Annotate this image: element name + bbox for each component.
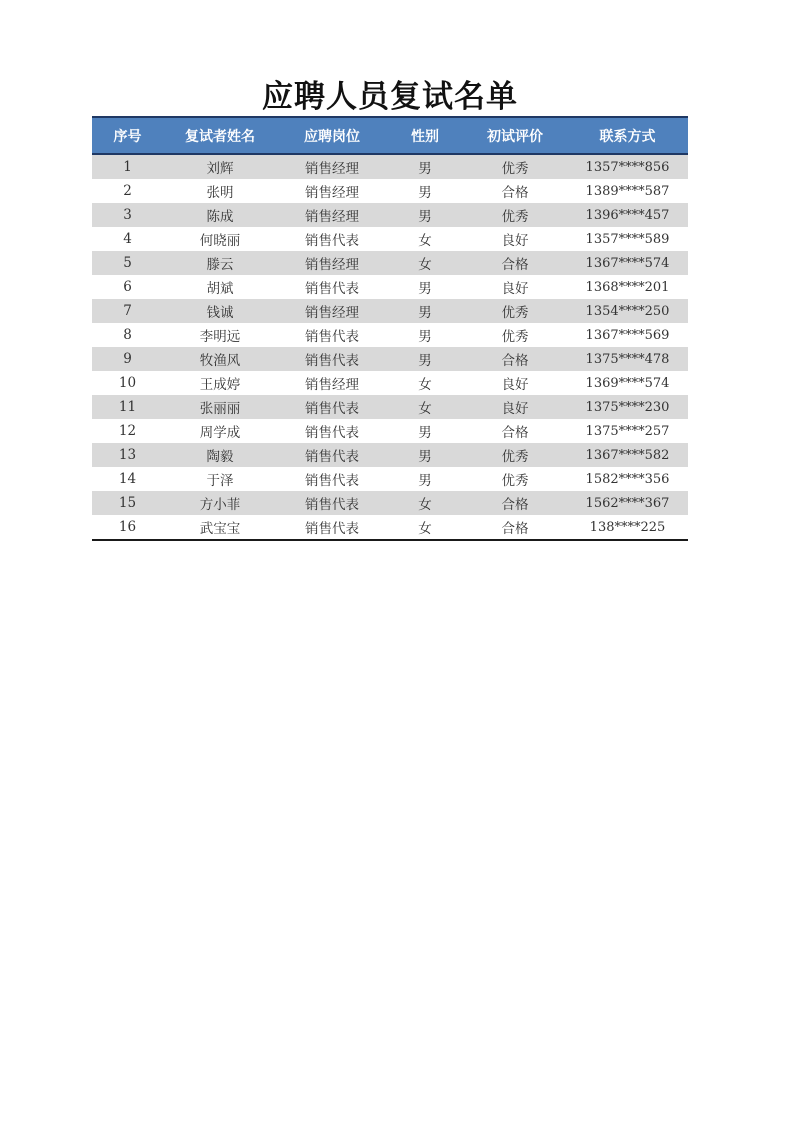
cell-name: 滕云 — [206, 257, 234, 273]
header-index: 序号 — [92, 117, 163, 154]
cell-contact: 1357****856 — [585, 159, 670, 175]
page-title: 应聘人员复试名单 — [262, 79, 518, 115]
header-evaluation: 初试评价 — [463, 117, 567, 154]
cell-contact: 1357****589 — [585, 231, 670, 247]
cell-evaluation: 优秀 — [501, 209, 529, 225]
table-row — [92, 443, 688, 467]
table-row — [92, 395, 688, 419]
cell-position: 销售代表 — [305, 497, 359, 513]
cell-name: 于泽 — [206, 473, 234, 489]
cell-gender: 女 — [418, 233, 432, 249]
cell-evaluation: 优秀 — [501, 305, 529, 321]
cell-position: 销售经理 — [305, 209, 359, 225]
cell-index: 6 — [123, 279, 132, 295]
cell-name: 张丽丽 — [199, 401, 241, 417]
cell-evaluation: 优秀 — [501, 473, 529, 489]
table-row — [92, 419, 688, 443]
table-header — [92, 117, 688, 154]
cell-index: 7 — [123, 303, 132, 319]
table-row — [92, 491, 688, 515]
table-row — [92, 467, 688, 491]
cell-name: 牧渔风 — [199, 353, 241, 369]
table-row — [92, 515, 688, 540]
cell-index: 12 — [118, 423, 137, 439]
table-row — [92, 371, 688, 395]
cell-name: 陶毅 — [206, 449, 234, 465]
cell-gender: 男 — [418, 329, 432, 345]
cell-position: 销售代表 — [305, 425, 359, 441]
cell-gender: 女 — [418, 377, 432, 393]
cell-index: 1 — [123, 159, 132, 175]
table-row — [92, 275, 688, 299]
cell-evaluation: 合格 — [463, 515, 567, 540]
table-row — [92, 251, 688, 275]
cell-name: 王成婷 — [199, 377, 241, 393]
cell-contact: 1375****478 — [585, 351, 670, 367]
cell-evaluation: 合格 — [501, 353, 529, 369]
cell-contact: 1582****356 — [585, 471, 670, 487]
header-row — [92, 117, 688, 154]
cell-evaluation: 合格 — [501, 185, 529, 201]
cell-name: 钱诚 — [206, 305, 234, 321]
cell-contact: 1368****201 — [585, 279, 670, 295]
cell-position: 销售经理 — [305, 257, 359, 273]
cell-name: 刘辉 — [206, 161, 234, 177]
cell-contact: 1375****230 — [585, 399, 670, 415]
cell-position: 销售经理 — [305, 377, 359, 393]
cell-gender: 男 — [418, 353, 432, 369]
cell-index: 2 — [123, 183, 132, 199]
cell-gender: 男 — [418, 161, 432, 177]
table-row — [92, 227, 688, 251]
cell-gender: 男 — [418, 281, 432, 297]
cell-position: 销售经理 — [305, 305, 359, 321]
table-row — [92, 347, 688, 371]
cell-position: 销售代表 — [305, 329, 359, 345]
cell-evaluation: 合格 — [501, 425, 529, 441]
cell-position: 销售经理 — [305, 185, 359, 201]
cell-contact: 1375****257 — [585, 423, 670, 439]
cell-index: 3 — [123, 207, 132, 223]
cell-position: 销售代表 — [305, 233, 359, 249]
cell-gender: 女 — [387, 515, 463, 540]
table-row — [92, 179, 688, 203]
table-body — [92, 154, 688, 540]
cell-position: 销售代表 — [305, 281, 359, 297]
sheet — [92, 78, 688, 541]
cell-contact: 1367****569 — [585, 327, 670, 343]
cell-index: 5 — [123, 255, 132, 271]
cell-name: 方小菲 — [199, 497, 241, 513]
header-position: 应聘岗位 — [277, 117, 387, 154]
cell-contact: 1367****582 — [585, 447, 670, 463]
table-row — [92, 203, 688, 227]
cell-contact: 1562****367 — [585, 495, 670, 511]
cell-gender: 女 — [418, 401, 432, 417]
cell-name: 胡斌 — [206, 281, 234, 297]
cell-evaluation: 优秀 — [501, 161, 529, 177]
cell-evaluation: 优秀 — [501, 329, 529, 345]
cell-index: 16 — [92, 515, 163, 540]
cell-name: 武宝宝 — [163, 515, 277, 540]
cell-contact: 1369****574 — [585, 375, 670, 391]
cell-evaluation: 良好 — [501, 377, 529, 393]
cell-index: 10 — [118, 375, 137, 391]
cell-index: 8 — [123, 327, 132, 343]
cell-contact: 1354****250 — [585, 303, 670, 319]
cell-position: 销售代表 — [305, 473, 359, 489]
cell-position: 销售代表 — [305, 401, 359, 417]
cell-index: 14 — [118, 471, 137, 487]
cell-gender: 男 — [418, 425, 432, 441]
table-row — [92, 299, 688, 323]
cell-evaluation: 优秀 — [501, 449, 529, 465]
cell-contact: 1396****457 — [585, 207, 670, 223]
cell-evaluation: 合格 — [501, 257, 529, 273]
cell-evaluation: 良好 — [501, 281, 529, 297]
cell-contact: 1367****574 — [585, 255, 670, 271]
table-row — [92, 323, 688, 347]
cell-index: 4 — [123, 231, 132, 247]
cell-name: 张明 — [206, 185, 234, 201]
cell-index: 15 — [118, 495, 137, 511]
header-contact: 联系方式 — [567, 117, 688, 154]
cell-gender: 女 — [418, 497, 432, 513]
cell-gender: 男 — [418, 185, 432, 201]
cell-position: 销售经理 — [305, 161, 359, 177]
cell-gender: 女 — [418, 257, 432, 273]
cell-name: 李明远 — [199, 329, 241, 345]
cell-name: 陈成 — [206, 209, 234, 225]
cell-contact: 138****225 — [567, 515, 688, 540]
cell-gender: 男 — [418, 209, 432, 225]
cell-index: 13 — [118, 447, 137, 463]
header-name: 复试者姓名 — [163, 117, 277, 154]
cell-name: 周学成 — [199, 425, 241, 441]
cell-evaluation: 良好 — [501, 401, 529, 417]
cell-name: 何晓丽 — [199, 233, 241, 249]
cell-index: 9 — [123, 351, 132, 367]
cell-index: 11 — [118, 399, 137, 415]
cell-position: 销售代表 — [277, 515, 387, 540]
cell-position: 销售代表 — [305, 353, 359, 369]
table-row — [92, 154, 688, 179]
cell-gender: 男 — [418, 305, 432, 321]
cell-position: 销售代表 — [305, 449, 359, 465]
cell-gender: 男 — [418, 473, 432, 489]
cell-evaluation: 良好 — [501, 233, 529, 249]
header-gender: 性别 — [387, 117, 463, 154]
cell-gender: 男 — [418, 449, 432, 465]
cell-contact: 1389****587 — [585, 183, 670, 199]
cell-evaluation: 合格 — [501, 497, 529, 513]
interview-list-table — [92, 116, 688, 541]
